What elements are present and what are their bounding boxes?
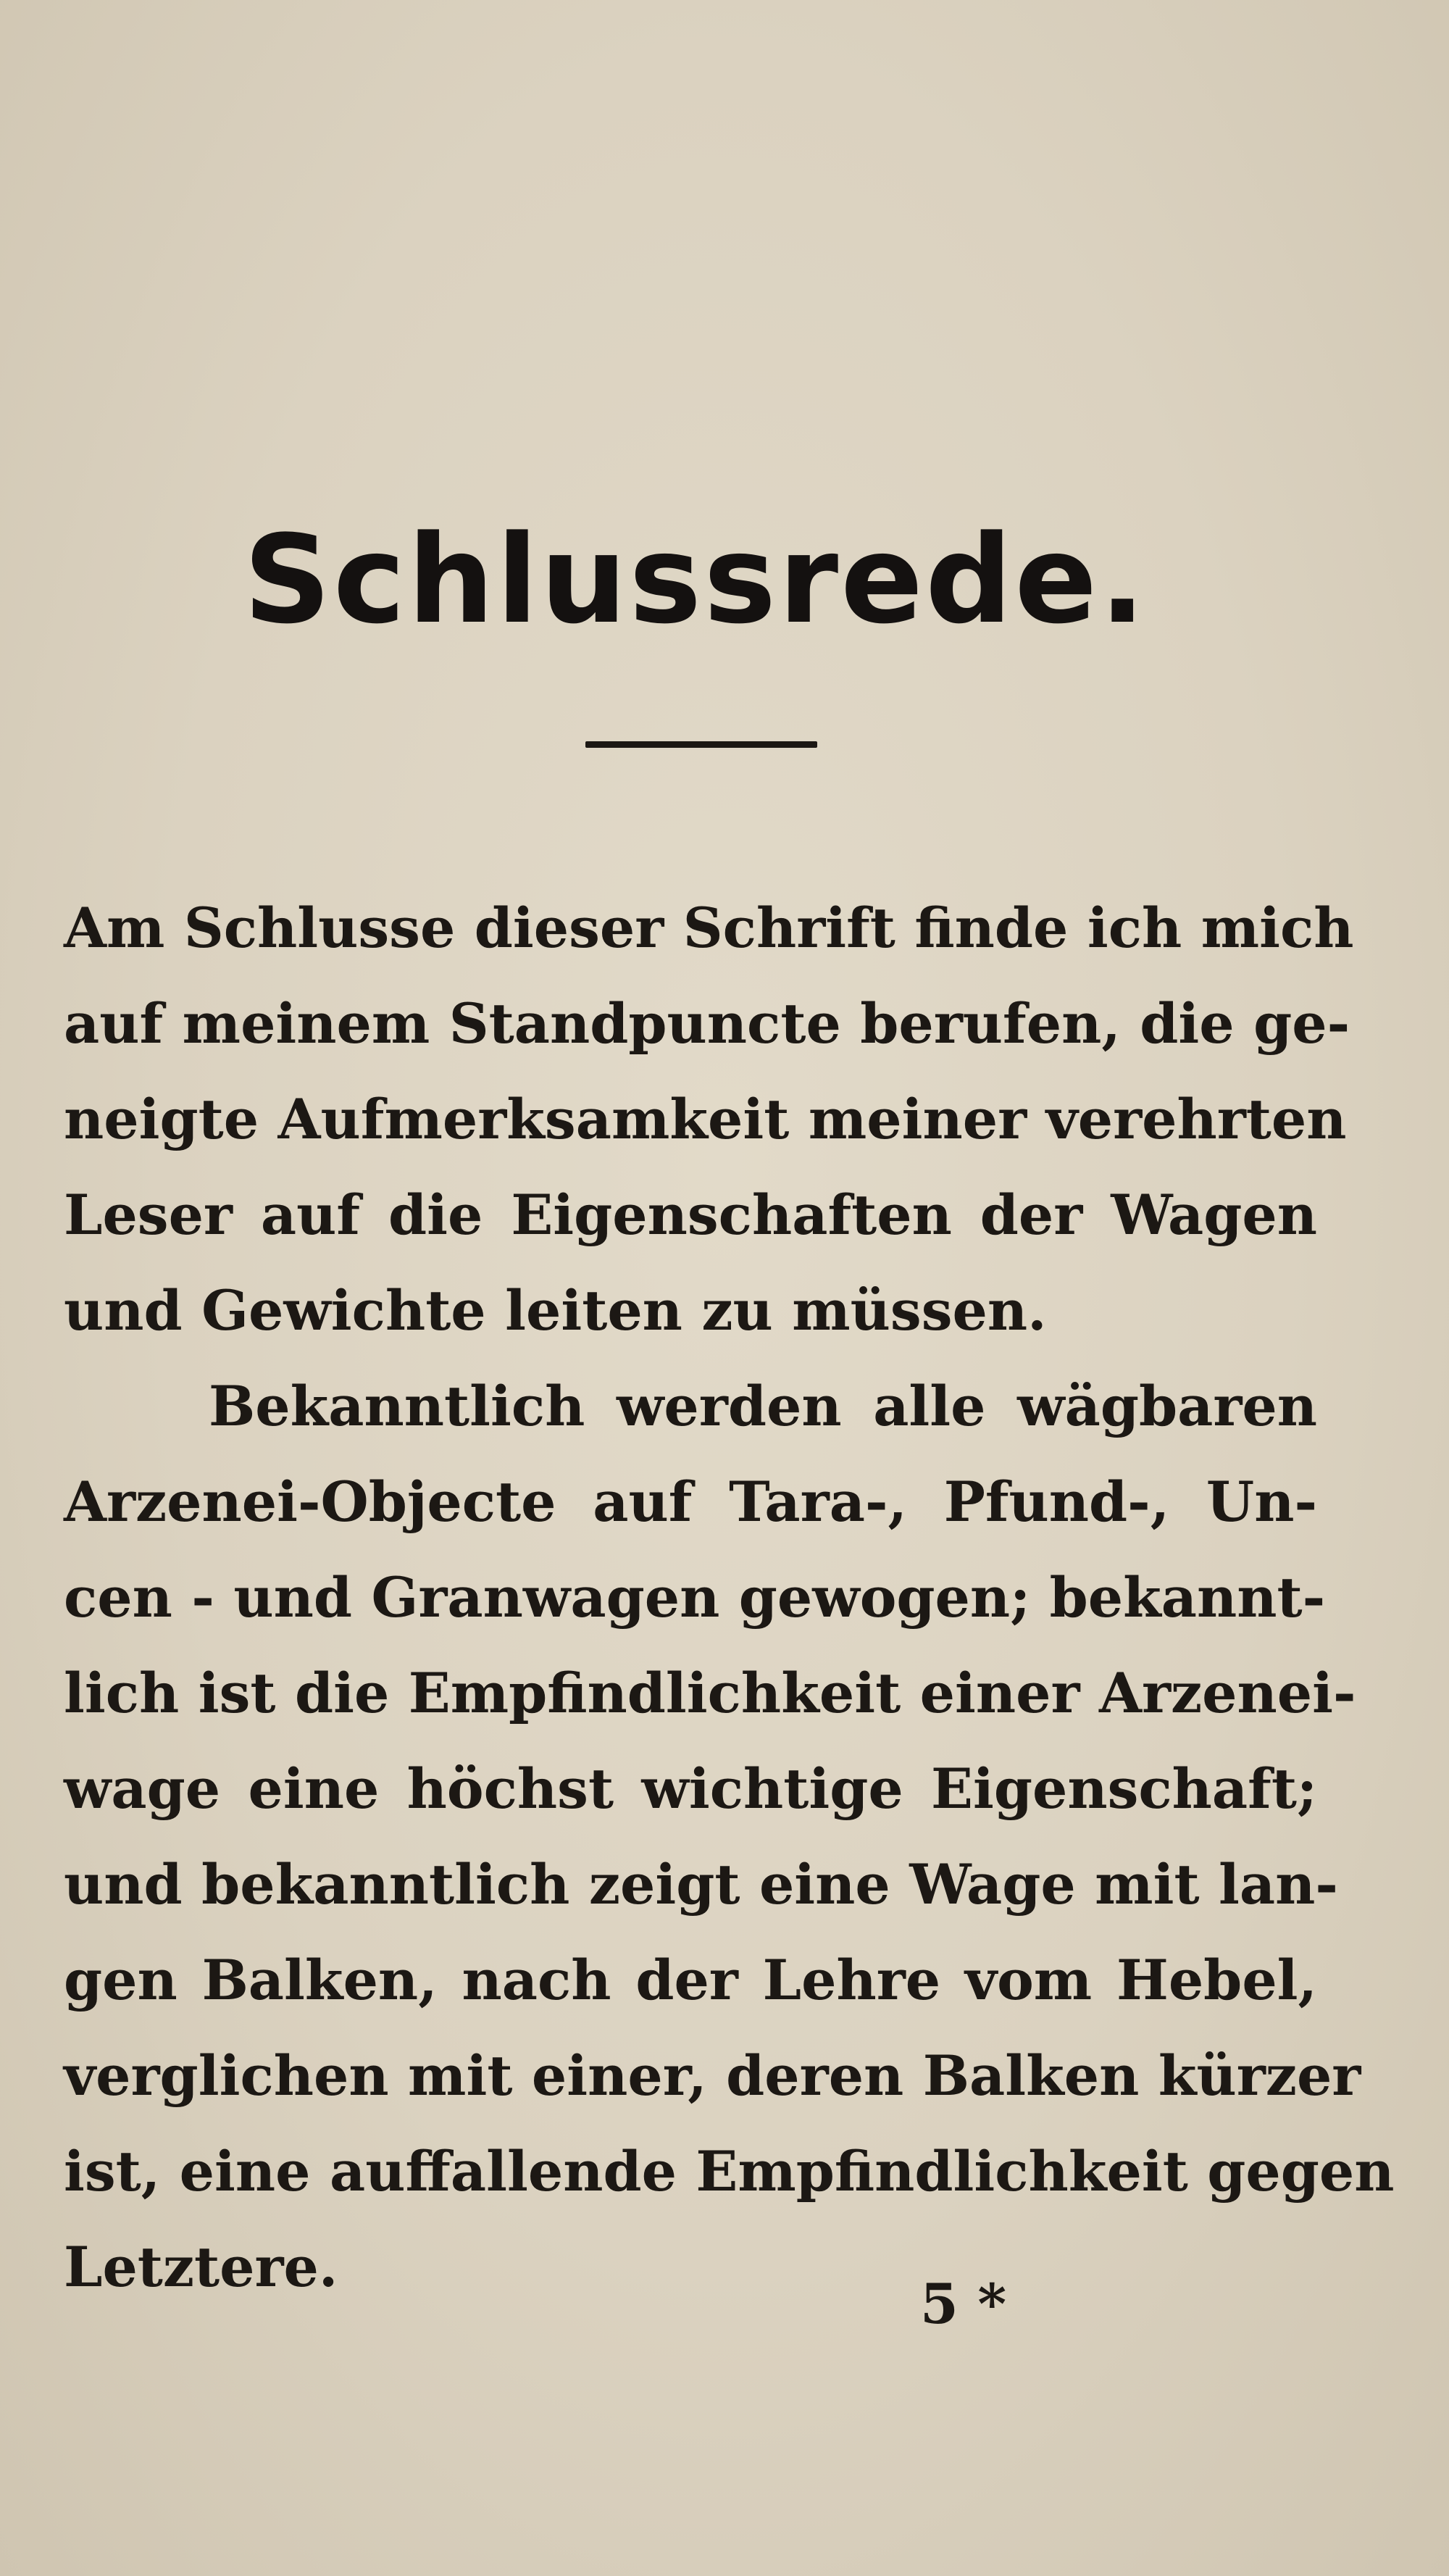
- text-line: cen - und Granwagen gewogen; bekannt-: [64, 1565, 1326, 1630]
- body-text: [64, 880, 1395, 2315]
- text-line: und bekanntlich zeigt eine Wage mit lan-: [64, 1852, 1338, 1917]
- text-line: neigte Aufmerksamkeit meiner verehrten: [64, 1087, 1347, 1151]
- title-divider-rule: [585, 741, 817, 748]
- text-line: Bekanntlich werden alle wägbaren: [209, 1374, 1317, 1438]
- text-line: Letztere.: [64, 2235, 338, 2299]
- page-number: 5 *: [920, 2272, 1007, 2336]
- text-line: Leser auf die Eigenschaften der Wagen: [64, 1183, 1317, 1247]
- text-line: wage eine höchst wichtige Eigenschaft;: [64, 1756, 1317, 1821]
- text-line: ist, eine auffallende Empfindlichkeit gegen: [64, 2139, 1395, 2204]
- paragraph-1: [64, 880, 1354, 1359]
- text-line: auf meinem Standpuncte berufen, die ge-: [64, 991, 1350, 1056]
- paragraph-2: [64, 1359, 1395, 2315]
- text-line: Arzenei-Objecte auf Tara-, Pfund-, Un-: [64, 1470, 1317, 1534]
- text-line: und Gewichte leiten zu müssen.: [64, 1278, 1047, 1343]
- text-line: gen Balken, nach der Lehre vom Hebel,: [64, 1948, 1317, 2012]
- text-line: Am Schlusse dieser Schrift finde ich mich: [64, 896, 1354, 960]
- text-line: lich ist die Empfindlichkeit einer Arzenei-: [64, 1661, 1356, 1725]
- text-line: verglichen mit einer, deren Balken kürzer: [64, 2043, 1361, 2108]
- page-title: Schlussrede.: [243, 509, 1148, 651]
